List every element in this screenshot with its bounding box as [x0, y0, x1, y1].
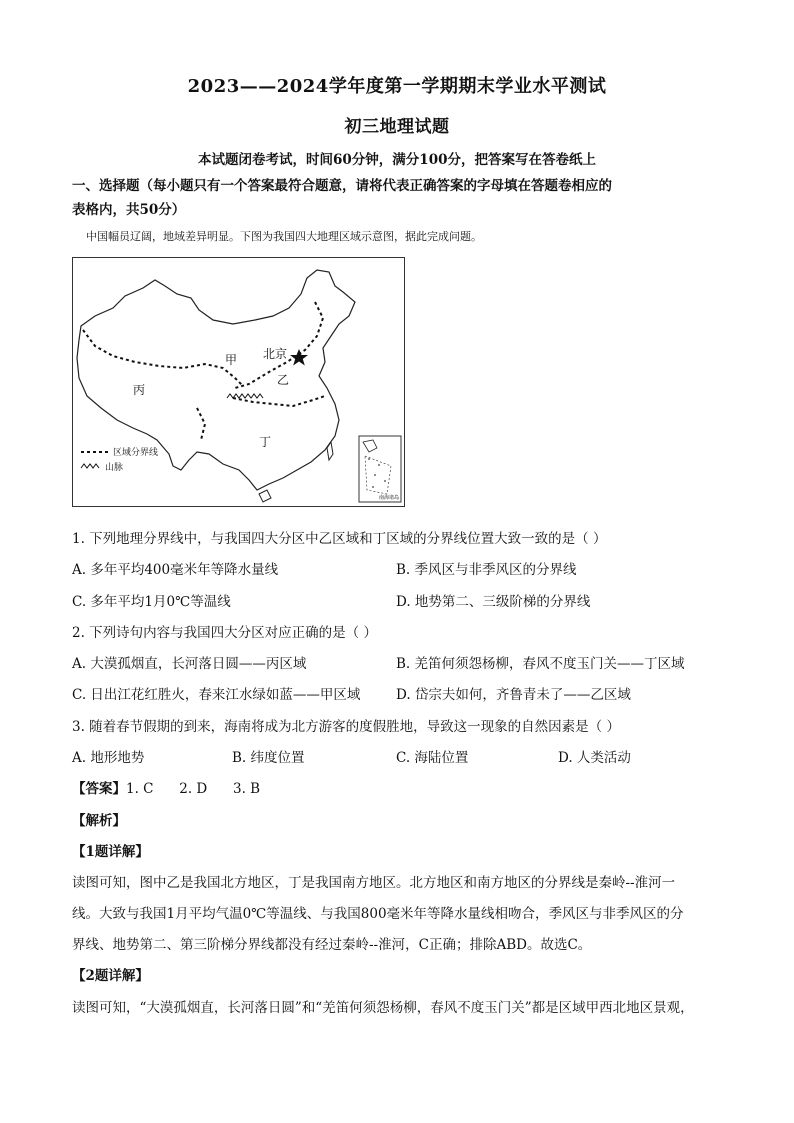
answer-text: 1. C 2. D 3. B: [126, 781, 261, 797]
hainan-outline: [259, 490, 271, 502]
exam-instructions: 本试题闭卷考试，时间60分钟，满分100分，把答案写在答卷纸上: [198, 152, 596, 168]
map-label-ding: 丁: [259, 435, 272, 449]
question-3-option-d: D. 人类活动: [558, 750, 631, 766]
exam-subtitle: 初三地理试题: [344, 117, 450, 137]
answer-tag: 【答案】: [72, 781, 126, 797]
question-intro: 中国幅员辽阔，地域差异明显。下图为我国四大地理区域示意图，据此完成问题。: [86, 230, 482, 243]
question-1-option-d: D. 地势第二、三级阶梯的分界线: [396, 594, 591, 610]
analysis-q2-line-1: 读图可知，“大漠孤烟直，长河落日圆”和“羌笛何须怨杨柳，春风不度玉门关”都是区域甲西北地区景观，: [72, 1000, 694, 1016]
question-3-stem: 3. 随着春节假期的到来，海南将成为北方游客的度假胜地，导致这一现象的自然因素是（ ）: [72, 719, 620, 735]
map-label-bing: 丙: [133, 383, 146, 397]
question-2-stem: 2. 下列诗句内容与我国四大分区对应正确的是（ ）: [72, 625, 377, 641]
question-3-option-c: C. 海陆位置: [396, 750, 469, 766]
answer-line: [72, 777, 260, 797]
analysis-tag: 【解析】: [72, 813, 126, 829]
legend-mountain-label: 山脉: [105, 463, 124, 473]
question-1-stem: 1. 下列地理分界线中，与我国四大分区中乙区域和丁区域的分界线位置大致一致的是（ ）: [72, 531, 607, 547]
analysis-q1-tag: 【1题详解】: [72, 844, 149, 860]
section-heading-line1: 一、选择题（每小题只有一个答案最符合题意，请将代表正确答案的字母填在答题卷相应的: [72, 178, 612, 194]
question-1-option-c: C. 多年平均1月0℃等温线: [72, 594, 231, 610]
question-3-option-b: B. 纬度位置: [232, 750, 305, 766]
exam-title: 2023——2024学年度第一学期期末学业水平测试: [187, 76, 607, 97]
china-regions-map: [72, 257, 405, 507]
analysis-q1-line-1: 读图可知，图中乙是我国北方地区，丁是我国南方地区。北方地区和南方地区的分界线是秦岭--淮河一: [72, 875, 676, 891]
question-2-option-c: C. 日出江花红胜火，春来江水绿如蓝——甲区域: [72, 687, 361, 703]
legend-mountain-swatch: [81, 464, 99, 468]
analysis-q1-line-3: 界线、地势第二、第三阶梯分界线都没有经过秦岭--淮河，C正确；排除ABD。故选C。: [72, 937, 592, 953]
beijing-star: [290, 349, 308, 366]
question-3-option-a: A. 地形地势: [72, 750, 145, 766]
question-1-option-a: A. 多年平均400毫米年等降水量线: [72, 562, 279, 578]
map-label-beijing: 北京: [263, 347, 288, 361]
question-2-option-a: A. 大漠孤烟直，长河落日圆——丙区域: [72, 656, 307, 672]
section-heading-line2: 表格内，共50分）: [72, 202, 186, 218]
map-svg: [73, 258, 406, 508]
qinling-mountains: [227, 394, 263, 398]
analysis-q2-tag: 【2题详解】: [72, 968, 149, 984]
boundary-northwest-qinghai: [83, 330, 243, 386]
boundary-qinghai-south: [197, 408, 205, 440]
question-1-option-b: B. 季风区与非季风区的分界线: [396, 562, 577, 578]
inset-label: 南海诸岛: [379, 495, 400, 501]
analysis-q1-line-2: 线。大致与我国1月平均气温0℃等温线、与我国800毫米年等降水量线相吻合，季风区与非季风区的分: [72, 906, 684, 922]
map-label-jia: 甲: [225, 353, 238, 367]
question-2-option-d: D. 岱宗夫如何，齐鲁青未了——乙区域: [396, 687, 631, 703]
taiwan-outline: [327, 442, 333, 460]
legend-boundary-label: 区域分界线: [113, 448, 159, 458]
question-2-option-b: B. 羌笛何须怨杨柳，春风不度玉门关——丁区域: [396, 656, 685, 672]
map-label-yi: 乙: [277, 373, 290, 387]
boundary-qinling-huaihe: [233, 396, 325, 406]
